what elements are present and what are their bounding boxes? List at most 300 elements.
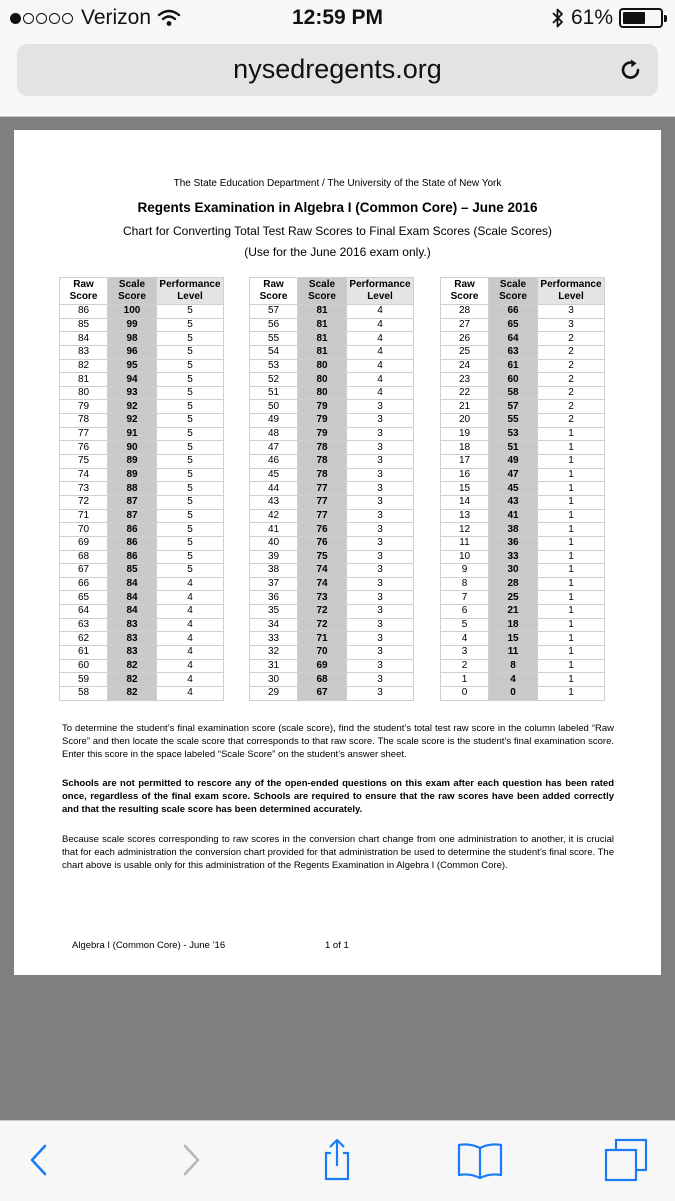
performance-level-cell: 3 [347,591,414,605]
battery-icon [619,8,663,28]
raw-score-cell: 56 [250,318,298,332]
performance-level-cell: 4 [157,686,224,700]
raw-score-cell: 23 [441,373,489,387]
scale-score-cell: 65 [489,318,538,332]
table-row [60,427,224,441]
table-row [250,468,414,482]
scale-score-cell: 25 [489,591,538,605]
raw-score-cell: 45 [250,468,298,482]
table-row [60,618,224,632]
bookmarks-button[interactable] [452,1135,508,1185]
raw-score-cell: 40 [250,536,298,550]
scale-score-cell: 84 [108,591,157,605]
scale-score-cell: 45 [489,482,538,496]
scale-score-cell: 81 [298,332,347,346]
performance-level-cell: 3 [347,414,414,428]
scale-score-cell: 92 [108,414,157,428]
table-row [60,468,224,482]
performance-level-cell: 2 [538,400,605,414]
performance-level-cell: 3 [347,632,414,646]
performance-level-cell: 1 [538,618,605,632]
table-row [250,536,414,550]
scale-score-cell: 84 [108,605,157,619]
performance-level-cell: 5 [157,441,224,455]
performance-level-cell: 5 [157,305,224,319]
scale-score-cell: 83 [108,618,157,632]
table-row [250,373,414,387]
scale-score-cell: 100 [108,305,157,319]
performance-level-cell: 3 [347,509,414,523]
scale-score-cell: 87 [108,495,157,509]
table-row [441,482,605,496]
performance-level-cell: 5 [157,427,224,441]
performance-level-cell: 1 [538,646,605,660]
performance-level-cell: 3 [347,523,414,537]
performance-level-cell: 4 [347,373,414,387]
raw-score-cell: 60 [60,659,108,673]
table-row [441,632,605,646]
status-bar [0,0,675,38]
scale-score-cell: 78 [298,455,347,469]
web-content[interactable] [0,117,675,1120]
table-row [250,564,414,578]
scale-score-cell: 38 [489,523,538,537]
table-row [250,591,414,605]
battery-percent: 61% [570,6,613,29]
table-row [250,332,414,346]
scale-score-cell: 91 [108,427,157,441]
table-row [60,523,224,537]
back-button[interactable] [11,1135,67,1185]
raw-score-cell: 49 [250,414,298,428]
table-row [60,318,224,332]
scale-score-cell: 43 [489,495,538,509]
raw-score-cell: 81 [60,373,108,387]
url-text[interactable]: nysedregents.org [233,54,442,84]
performance-level-cell: 3 [347,550,414,564]
raw-score-cell: 48 [250,427,298,441]
raw-score-cell: 61 [60,646,108,660]
table-row [250,509,414,523]
performance-level-cell: 3 [347,427,414,441]
performance-level-cell: 3 [347,577,414,591]
table-row [250,359,414,373]
scale-score-cell: 36 [489,536,538,550]
performance-level-cell: 1 [538,455,605,469]
scale-score-cell: 83 [108,632,157,646]
raw-score-cell: 64 [60,605,108,619]
raw-score-cell: 79 [60,400,108,414]
raw-score-cell: 63 [60,618,108,632]
performance-level-cell: 3 [347,400,414,414]
performance-level-cell: 1 [538,468,605,482]
performance-level-cell: 5 [157,345,224,359]
usage-note: (Use for the June 2016 exam only.) [244,245,431,259]
performance-level-cell: 3 [347,659,414,673]
raw-score-cell: 4 [441,632,489,646]
raw-score-cell: 57 [250,305,298,319]
scale-score-cell: 77 [298,482,347,496]
performance-level-cell: 5 [157,509,224,523]
table-row [60,455,224,469]
browser-toolbar [0,1120,675,1201]
table-row [250,305,414,319]
raw-score-cell: 37 [250,577,298,591]
column-header-raw: Raw Score [441,278,489,305]
footer-exam-name: Algebra I (Common Core) - June ’16 [72,940,226,951]
column-header-level: Performance Level [347,278,414,305]
scale-score-cell: 86 [108,550,157,564]
scale-score-cell: 63 [489,345,538,359]
performance-level-cell: 2 [538,345,605,359]
table-row [441,605,605,619]
performance-level-cell: 4 [347,345,414,359]
raw-score-cell: 41 [250,523,298,537]
table-row [441,577,605,591]
table-row [250,400,414,414]
raw-score-cell: 29 [250,686,298,700]
performance-level-cell: 5 [157,373,224,387]
scale-score-cell: 90 [108,441,157,455]
performance-level-cell: 3 [347,482,414,496]
scale-score-cell: 85 [108,564,157,578]
raw-score-cell: 9 [441,564,489,578]
raw-score-cell: 8 [441,577,489,591]
scale-score-cell: 57 [489,400,538,414]
performance-level-cell: 1 [538,564,605,578]
table-row [250,427,414,441]
scale-score-cell: 15 [489,632,538,646]
scale-score-cell: 78 [298,441,347,455]
scale-score-cell: 78 [298,468,347,482]
pdf-page [14,130,661,975]
table-row [60,591,224,605]
scale-score-cell: 93 [108,386,157,400]
table-row [250,632,414,646]
performance-level-cell: 1 [538,591,605,605]
table-row [441,455,605,469]
raw-score-cell: 27 [441,318,489,332]
performance-level-cell: 5 [157,359,224,373]
table-row [60,414,224,428]
raw-score-cell: 77 [60,427,108,441]
table-row [441,427,605,441]
raw-score-cell: 14 [441,495,489,509]
raw-score-cell: 0 [441,686,489,700]
instructions-paragraph: To determine the student’s final examination score (scale score), find the student’s total test raw score in the column labeled “Raw Score” and then locate the scale score that corresponds to that raw score. The scale score is the student’s final examination score. Enter this score in the space labeled “Scale Score” on the student’s answer sheet. [62,723,614,760]
raw-score-cell: 70 [60,523,108,537]
performance-level-cell: 1 [538,482,605,496]
conversion-table-3 [440,277,605,701]
table-row [60,441,224,455]
scale-score-cell: 33 [489,550,538,564]
performance-level-cell: 1 [538,427,605,441]
table-row [441,646,605,660]
raw-score-cell: 1 [441,673,489,687]
address-bar[interactable] [17,44,658,96]
table-row [60,536,224,550]
scale-score-cell: 82 [108,686,157,700]
performance-level-cell: 3 [347,468,414,482]
tabs-icon [602,1137,650,1183]
bookmarks-icon [454,1140,506,1180]
scale-score-cell: 55 [489,414,538,428]
performance-level-cell: 5 [157,550,224,564]
table-row [250,618,414,632]
scale-score-cell: 68 [298,673,347,687]
performance-level-cell: 4 [157,632,224,646]
raw-score-cell: 36 [250,591,298,605]
column-header-scale: Scale Score [298,278,347,305]
column-header-scale: Scale Score [108,278,157,305]
raw-score-cell: 38 [250,564,298,578]
scale-score-cell: 98 [108,332,157,346]
performance-level-cell: 1 [538,577,605,591]
scale-score-cell: 82 [108,673,157,687]
table-row [250,605,414,619]
table-row [250,673,414,687]
performance-level-cell: 3 [347,686,414,700]
table-row [60,564,224,578]
raw-score-cell: 16 [441,468,489,482]
conversion-table-2 [249,277,414,701]
performance-level-cell: 5 [157,495,224,509]
performance-level-cell: 4 [157,577,224,591]
table-row [441,332,605,346]
performance-level-cell: 4 [157,591,224,605]
raw-score-cell: 13 [441,509,489,523]
performance-level-cell: 3 [347,441,414,455]
scale-score-cell: 82 [108,659,157,673]
scale-score-cell: 75 [298,550,347,564]
scale-score-cell: 94 [108,373,157,387]
performance-level-cell: 4 [347,386,414,400]
performance-level-cell: 3 [347,673,414,687]
scale-score-cell: 79 [298,400,347,414]
performance-level-cell: 2 [538,386,605,400]
scale-score-cell: 47 [489,468,538,482]
raw-score-cell: 68 [60,550,108,564]
table-row [60,509,224,523]
table-row [60,373,224,387]
scale-score-cell: 79 [298,414,347,428]
administration-note-paragraph: Because scale scores corresponding to raw scores in the conversion chart change from one administration to another, it is crucial that for each administration the conversion chart provided for that administration be used to determine the student’s final score. The chart above is usable only for this administration of the Regents Examination in Algebra I (Common Core). [62,834,614,871]
scale-score-cell: 72 [298,618,347,632]
raw-score-cell: 21 [441,400,489,414]
raw-score-cell: 30 [250,673,298,687]
table-row [250,495,414,509]
scale-score-cell: 66 [489,305,538,319]
performance-level-cell: 3 [347,455,414,469]
scale-score-cell: 60 [489,373,538,387]
table-row [250,659,414,673]
raw-score-cell: 78 [60,414,108,428]
table-row [441,673,605,687]
scale-score-cell: 99 [108,318,157,332]
raw-score-cell: 10 [441,550,489,564]
scale-score-cell: 81 [298,305,347,319]
scale-score-cell: 67 [298,686,347,700]
performance-level-cell: 3 [538,305,605,319]
table-row [60,386,224,400]
table-row [250,318,414,332]
raw-score-cell: 5 [441,618,489,632]
scale-score-cell: 89 [108,468,157,482]
performance-level-cell: 1 [538,441,605,455]
performance-level-cell: 3 [538,318,605,332]
scale-score-cell: 4 [489,673,538,687]
scale-score-cell: 87 [108,509,157,523]
scale-score-cell: 53 [489,427,538,441]
raw-score-cell: 6 [441,605,489,619]
performance-level-cell: 2 [538,414,605,428]
raw-score-cell: 7 [441,591,489,605]
table-row [60,495,224,509]
raw-score-cell: 54 [250,345,298,359]
raw-score-cell: 18 [441,441,489,455]
table-row [60,632,224,646]
raw-score-cell: 74 [60,468,108,482]
scale-score-cell: 74 [298,577,347,591]
raw-score-cell: 12 [441,523,489,537]
scale-score-cell: 76 [298,523,347,537]
table-row [441,373,605,387]
raw-score-cell: 83 [60,345,108,359]
performance-level-cell: 4 [347,305,414,319]
scale-score-cell: 58 [489,386,538,400]
scale-score-cell: 86 [108,523,157,537]
performance-level-cell: 1 [538,659,605,673]
raw-score-cell: 46 [250,455,298,469]
raw-score-cell: 69 [60,536,108,550]
scale-score-cell: 51 [489,441,538,455]
column-header-level: Performance Level [538,278,605,305]
raw-score-cell: 3 [441,646,489,660]
table-row [60,550,224,564]
raw-score-cell: 35 [250,605,298,619]
scale-score-cell: 88 [108,482,157,496]
scale-score-cell: 83 [108,646,157,660]
table-row [441,495,605,509]
performance-level-cell: 4 [347,318,414,332]
performance-level-cell: 5 [157,332,224,346]
tabs-button[interactable] [598,1135,654,1185]
raw-score-cell: 72 [60,495,108,509]
footer-page-number: 1 of 1 [325,940,349,951]
raw-score-cell: 53 [250,359,298,373]
table-row [250,523,414,537]
raw-score-cell: 39 [250,550,298,564]
raw-score-cell: 31 [250,659,298,673]
raw-score-cell: 71 [60,509,108,523]
table-row [441,536,605,550]
column-header-scale: Scale Score [489,278,538,305]
document-title: Regents Examination in Algebra I (Common Core) – June 2016 [137,200,538,215]
table-row [441,386,605,400]
raw-score-cell: 76 [60,441,108,455]
raw-score-cell: 55 [250,332,298,346]
table-row [441,550,605,564]
scale-score-cell: 89 [108,455,157,469]
table-row [250,686,414,700]
scale-score-cell: 71 [298,632,347,646]
scale-score-cell: 30 [489,564,538,578]
raw-score-cell: 59 [60,673,108,687]
raw-score-cell: 15 [441,482,489,496]
scale-score-cell: 11 [489,646,538,660]
raw-score-cell: 24 [441,359,489,373]
scale-score-cell: 41 [489,509,538,523]
performance-level-cell: 1 [538,673,605,687]
scale-score-cell: 80 [298,359,347,373]
performance-level-cell: 5 [157,523,224,537]
raw-score-cell: 66 [60,577,108,591]
scale-score-cell: 0 [489,686,538,700]
performance-level-cell: 1 [538,632,605,646]
department-header: The State Education Department / The University of the State of New York [173,178,502,189]
table-row [60,400,224,414]
performance-level-cell: 3 [347,646,414,660]
performance-level-cell: 4 [157,659,224,673]
conversion-table-1 [59,277,224,701]
scale-score-cell: 80 [298,386,347,400]
share-button[interactable] [309,1135,365,1185]
table-row [441,345,605,359]
performance-level-cell: 2 [538,373,605,387]
performance-level-cell: 5 [157,386,224,400]
table-row [441,468,605,482]
table-row [441,318,605,332]
forward-button[interactable] [163,1135,219,1185]
performance-level-cell: 2 [538,359,605,373]
scale-score-cell: 81 [298,318,347,332]
scale-score-cell: 61 [489,359,538,373]
table-row [250,386,414,400]
performance-level-cell: 4 [347,332,414,346]
raw-score-cell: 33 [250,632,298,646]
table-row [441,400,605,414]
table-row [441,564,605,578]
performance-level-cell: 2 [538,332,605,346]
raw-score-cell: 65 [60,591,108,605]
scale-score-cell: 74 [298,564,347,578]
table-row [250,441,414,455]
share-icon [317,1137,357,1183]
scale-score-cell: 80 [298,373,347,387]
table-row [60,659,224,673]
scale-score-cell: 81 [298,345,347,359]
battery-level [623,12,645,24]
raw-score-cell: 62 [60,632,108,646]
reload-icon[interactable] [618,57,644,83]
table-row [250,455,414,469]
raw-score-cell: 25 [441,345,489,359]
scale-score-cell: 64 [489,332,538,346]
scale-score-cell: 28 [489,577,538,591]
scale-score-cell: 79 [298,427,347,441]
raw-score-cell: 58 [60,686,108,700]
browser-top-bar [0,0,675,117]
scale-score-cell: 69 [298,659,347,673]
performance-level-cell: 5 [157,468,224,482]
raw-score-cell: 2 [441,659,489,673]
performance-level-cell: 4 [157,673,224,687]
table-row [441,441,605,455]
performance-level-cell: 5 [157,455,224,469]
performance-level-cell: 5 [157,564,224,578]
table-row [60,482,224,496]
performance-level-cell: 3 [347,536,414,550]
